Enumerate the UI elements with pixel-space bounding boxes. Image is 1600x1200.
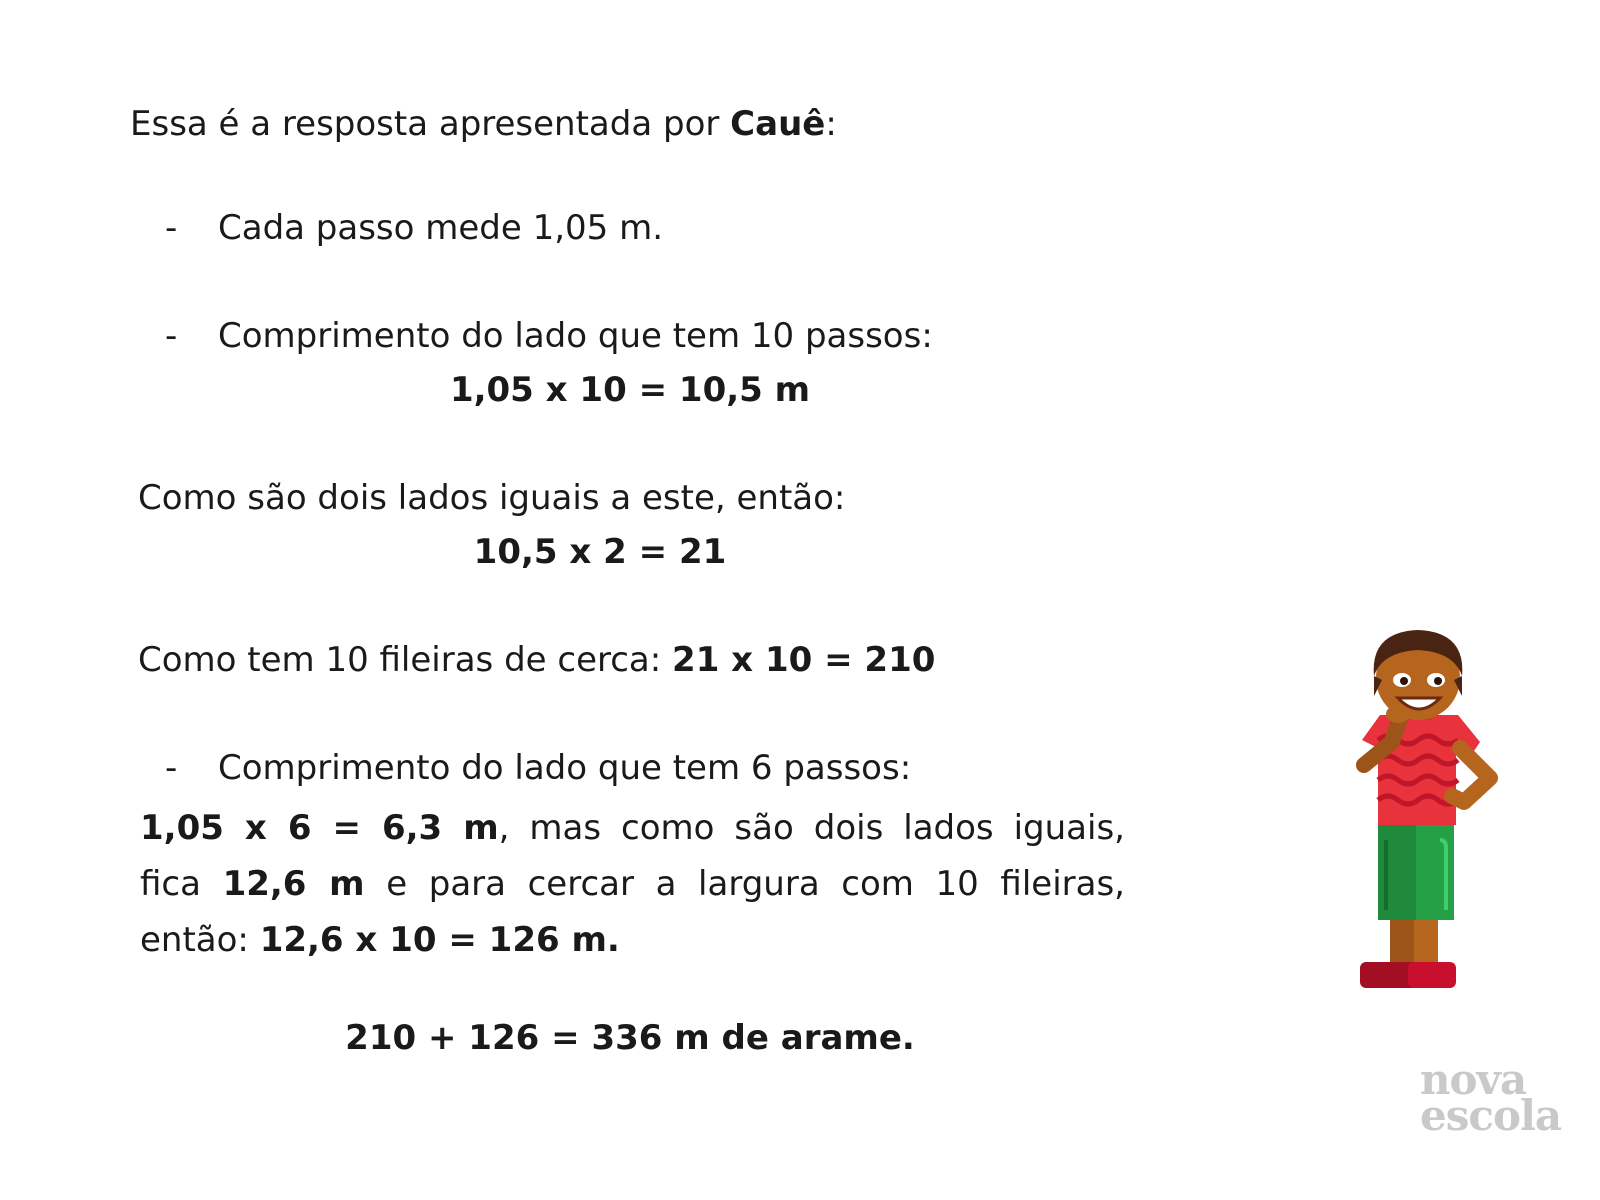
paragraph-text-2: fica bbox=[140, 864, 223, 904]
doubled-width-value: 12,6 m bbox=[222, 864, 365, 904]
rows-text: Como tem 10 fileiras de cerca: bbox=[138, 640, 673, 680]
width-paragraph bbox=[140, 800, 1125, 968]
ten-steps-side-text: Comprimento do lado que tem 10 passos: bbox=[218, 316, 933, 356]
intro-line bbox=[130, 104, 837, 144]
intro-prefix: Essa é a resposta apresentada por bbox=[130, 104, 731, 144]
width-rows-equation: 12,6 x 10 = 126 m. bbox=[259, 920, 620, 960]
intro-suffix: : bbox=[825, 104, 837, 144]
step-length-text: Cada passo mede 1,05 m. bbox=[218, 208, 664, 248]
bullet-dash-2: - bbox=[165, 316, 178, 356]
paragraph-line-1 bbox=[140, 800, 1125, 856]
bullet-dash-1: - bbox=[165, 208, 178, 248]
two-sides-equation: 10,5 x 2 = 21 bbox=[473, 532, 727, 572]
rows-line bbox=[138, 640, 935, 680]
paragraph-text-4: então: bbox=[140, 920, 260, 960]
paragraph-text-1: , mas como são dois lados iguais, bbox=[498, 808, 1125, 848]
rows-equation: 21 x 10 = 210 bbox=[672, 640, 936, 680]
six-steps-equation: 1,05 x 6 = 6,3 m bbox=[140, 808, 499, 848]
paragraph-line-3 bbox=[140, 912, 1125, 968]
two-sides-text: Como são dois lados iguais a este, então: bbox=[138, 478, 846, 518]
student-character-illustration bbox=[1340, 630, 1510, 1000]
student-name: Cauê bbox=[730, 104, 826, 144]
logo-line-1: nova bbox=[1420, 1055, 1527, 1104]
six-steps-side-text: Comprimento do lado que tem 6 passos: bbox=[218, 748, 912, 788]
paragraph-line-2 bbox=[140, 856, 1125, 912]
ten-steps-equation: 1,05 x 10 = 10,5 m bbox=[449, 370, 811, 410]
bullet-dash-3: - bbox=[165, 748, 178, 788]
final-total: 210 + 126 = 336 m de arame. bbox=[345, 1018, 915, 1058]
nova-escola-logo bbox=[1420, 1055, 1580, 1140]
paragraph-text-3: e para cercar a largura com 10 fileiras, bbox=[364, 864, 1125, 904]
logo-line-2: escola bbox=[1420, 1091, 1562, 1140]
